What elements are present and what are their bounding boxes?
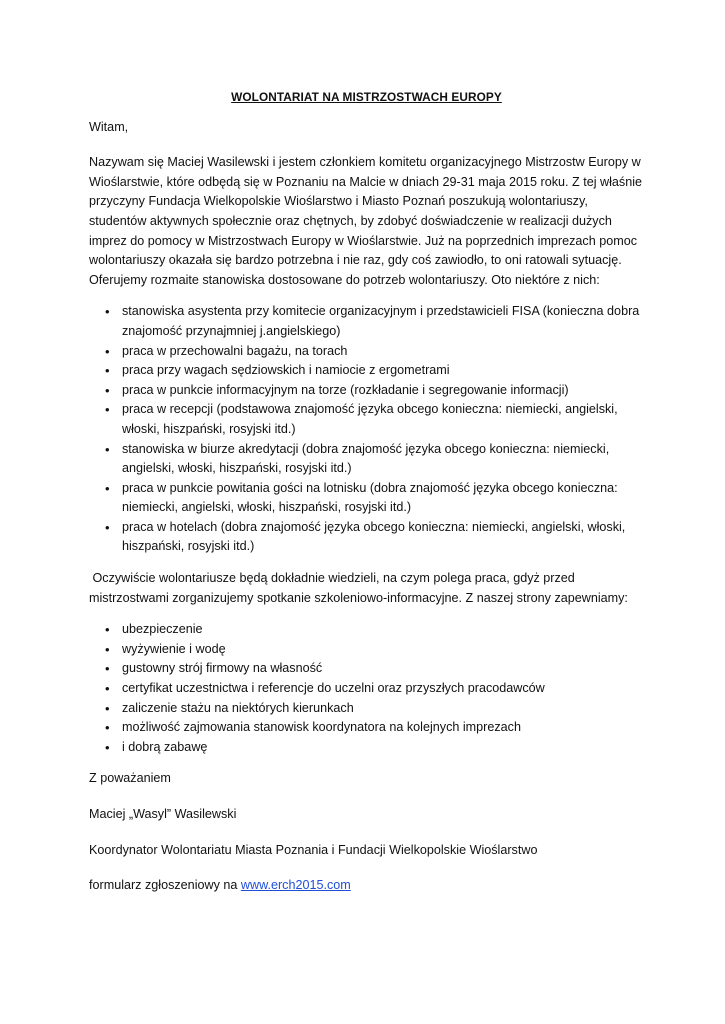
list-item (89, 718, 644, 738)
list-item (89, 479, 644, 518)
list-item-text: możliwość zajmowania stanowisk koordynatora na kolejnych imprezach (122, 720, 521, 735)
closing: Z poważaniem (89, 771, 171, 786)
list-item-text: stanowiska w biurze akredytacji (dobra znajomość języka obcego konieczna: niemiecki, angielski, włoski, hiszpański, rosyjski itd.) (122, 441, 610, 476)
bullet-icon: • (105, 304, 110, 320)
bullet-icon: • (105, 343, 110, 359)
intro-paragraph: Nazywam się Maciej Wasilewski i jestem członkiem komitetu organizacyjnego Mistrzostw Europy w Wioślarstwie, które odbędą się w Poznaniu na Malcie w dniach 29-31 maja 2015 roku. Z tej właśnie przyczyny Fundacja Wielkopolskie Wioślarstwo i Miasto Poznań poszukują wolontariuszy, studentów aktywnych społecznie oraz chętnych, by zdobyć doświadczenie w realizacji dużych imprez do pomocy w Mistrzostwach Europy w Wioślarstwie. Już na poprzednich imprezach pomoc wolontariuszy okazała się bardzo potrzebna i nie raz, gdy coś zawiodło, to oni ratowali sytuację. Oferujemy rozmaite stanowiska dostosowane do potrzeb wolontariuszy. Oto niektóre z nich: (89, 155, 643, 287)
bullet-icon: • (105, 382, 110, 398)
benefits-list (89, 620, 644, 757)
list-item (89, 440, 644, 479)
bullet-icon: • (105, 519, 110, 535)
list-item-text: gustowny strój firmowy na własność (122, 661, 323, 676)
document-title: WOLONTARIAT NA MISTRZOSTWACH EUROPY (231, 90, 502, 104)
list-item-text: praca w hotelach (dobra znajomość języka obcego konieczna: niemiecki, angielski, włoski, hiszpański, rosyjski itd.) (122, 519, 626, 554)
signature-role: Koordynator Wolontariatu Miasta Poznania i Fundacji Wielkopolskie Wioślarstwo (89, 842, 538, 857)
list-item (89, 640, 644, 660)
bullet-icon: • (105, 661, 110, 677)
bullet-icon: • (105, 622, 110, 638)
positions-list (89, 302, 644, 557)
list-item (89, 659, 644, 679)
list-item (89, 302, 644, 341)
website-link[interactable]: www.erch2015.com (240, 878, 351, 893)
list-item (89, 518, 644, 557)
training-paragraph: Oczywiście wolontariusze będą dokładnie wiedzieli, na czym polega praca, gdyż przed mistrzostwami zorganizujemy spotkanie szkoleniowo-informacyjne. Z naszej strony zapewniamy: (89, 571, 628, 605)
list-item (89, 381, 644, 401)
list-item (89, 679, 644, 699)
signature-name: Maciej „Wasyl” Wasilewski (89, 807, 237, 821)
list-item-text: stanowiska asystenta przy komitecie organizacyjnym i przedstawicieli FISA (konieczna dobra znajomość przynajmniej j.angielskiego) (122, 304, 640, 338)
bullet-icon: • (105, 739, 110, 755)
greeting: Witam, (89, 119, 129, 134)
list-item-text: praca w przechowalni bagażu, na torach (122, 343, 348, 358)
list-item-text: ubezpieczenie (122, 622, 203, 637)
bullet-icon: • (105, 441, 110, 457)
bullet-icon: • (105, 641, 110, 657)
bullet-icon: • (105, 700, 110, 716)
list-item (89, 400, 644, 439)
list-item (89, 699, 644, 719)
form-line (89, 876, 644, 896)
list-item (89, 620, 644, 640)
list-item-text: praca przy wagach sędziowskich i namiocie z ergometrami (122, 363, 450, 378)
bullet-icon: • (105, 363, 110, 379)
bullet-icon: • (105, 480, 110, 496)
document-page (89, 88, 644, 912)
bullet-icon: • (105, 720, 110, 736)
bullet-icon: • (105, 402, 110, 418)
list-item-text: wyżywienie i wodę (122, 641, 226, 656)
list-item-text: i dobrą zabawę (122, 739, 208, 754)
bullet-icon: • (105, 681, 110, 697)
form-text: formularz zgłoszeniowy na (89, 878, 241, 893)
list-item (89, 361, 644, 381)
list-item-text: certyfikat uczestnictwa i referencje do uczelni oraz przyszłych pracodawców (122, 681, 545, 696)
list-item-text: praca w punkcie informacyjnym na torze (rozkładanie i segregowanie informacji) (122, 382, 569, 397)
list-item (89, 738, 644, 758)
list-item-text: zaliczenie stażu na niektórych kierunkach (122, 700, 354, 715)
list-item-text: praca w recepcji (podstawowa znajomość języka obcego konieczna: niemiecki, angielski, włoski, hiszpański, rosyjski itd.) (122, 402, 618, 436)
list-item-text: praca w punkcie powitania gości na lotnisku (dobra znajomość języka obcego konieczna: niemiecki, angielski, włoski, hiszpański, rosyjski itd.) (122, 480, 618, 515)
list-item (89, 342, 644, 362)
